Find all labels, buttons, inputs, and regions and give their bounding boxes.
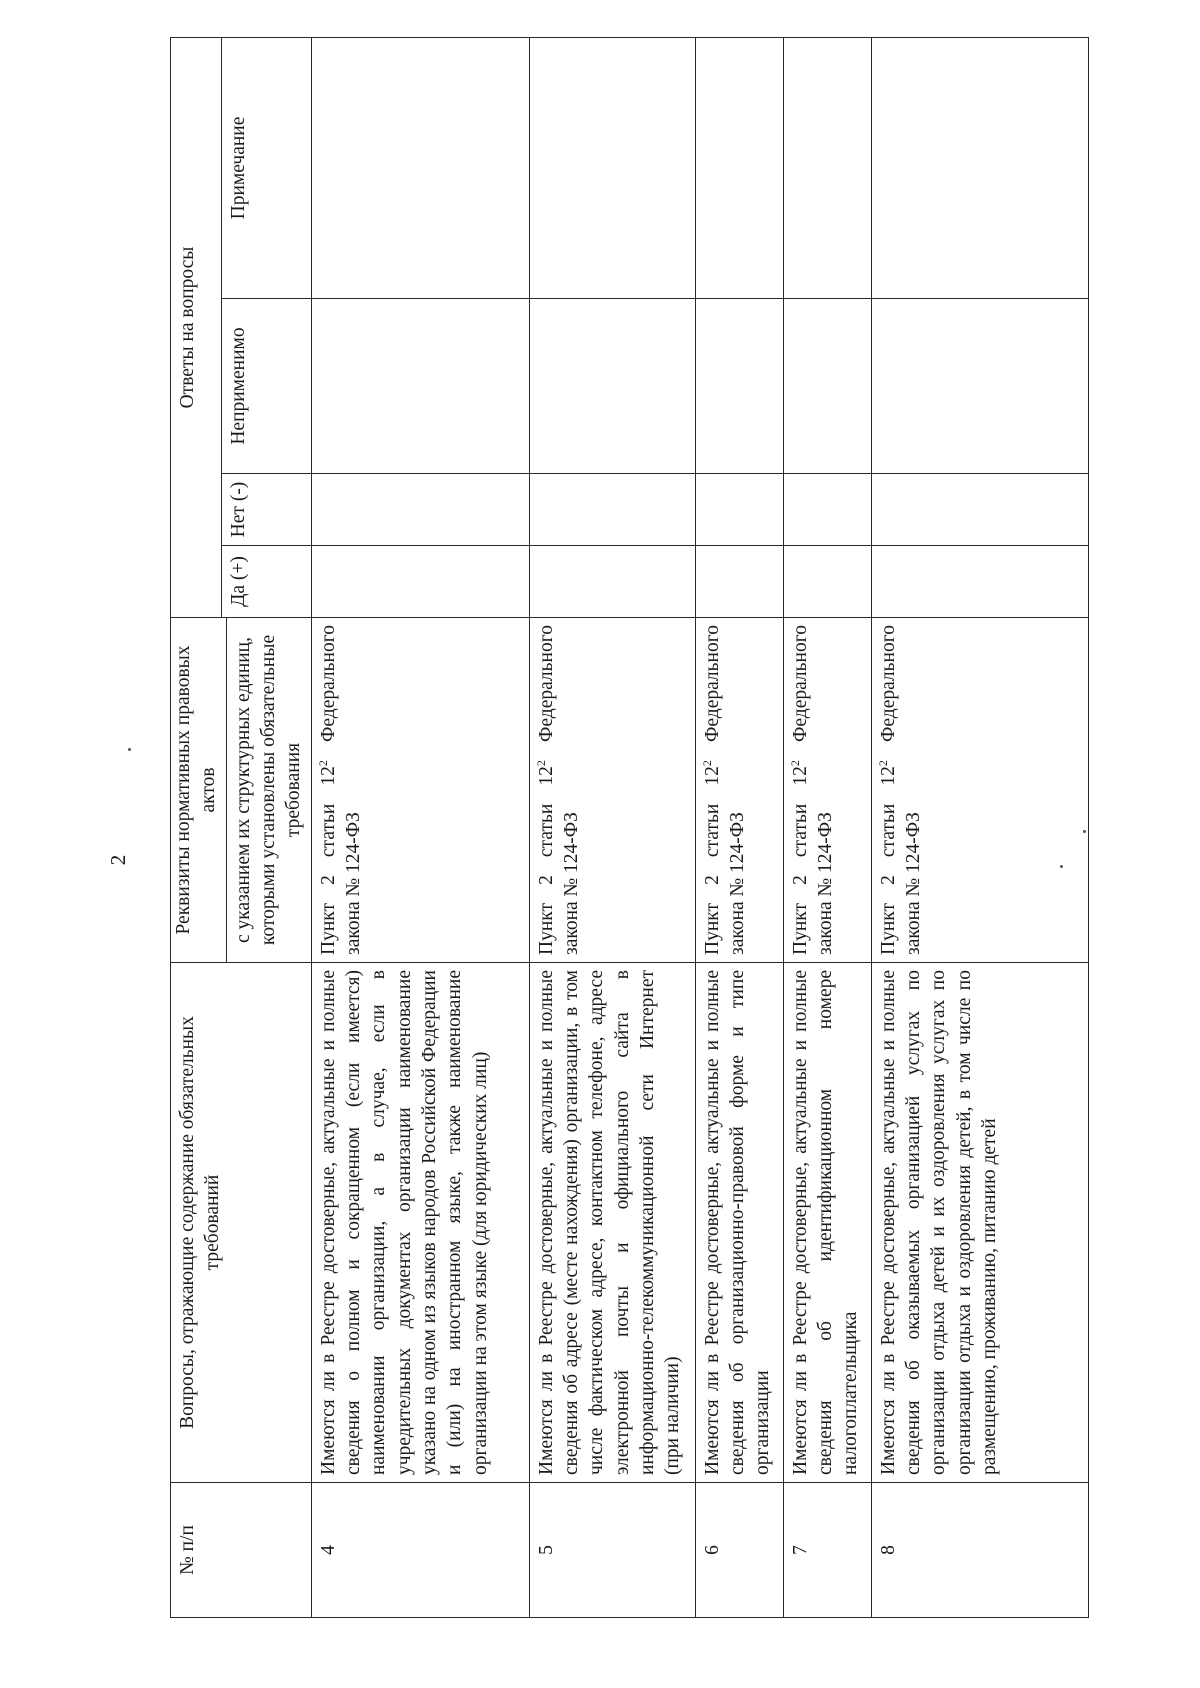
header-questions: Вопросы, отражающие содержание обязательных требований: [171, 963, 312, 1483]
row-num: 5: [529, 1483, 695, 1618]
row-requisite: Пункт 2 статьи $12^2$ Федерального закона № 124-ФЗ: [871, 618, 1088, 963]
row-requisite: Пункт 2 статьи $12^2$ Федерального закона № 124-ФЗ: [783, 618, 871, 963]
header-answers: Ответы на вопросы: [171, 37, 222, 617]
table-row: [695, 37, 783, 1617]
checklist-table: [170, 37, 1089, 1618]
header-note: Примечание: [221, 37, 311, 298]
row-requisite: Пункт 2 статьи $12^2$ Федерального закона № 124-ФЗ: [695, 618, 783, 963]
header-requisites-line2: с указанием их структурных единиц, которыми установлены обязательные требования: [232, 634, 305, 946]
row-num: 6: [695, 1483, 783, 1618]
answer-na-cell[interactable]: [311, 299, 529, 474]
row-num: 7: [783, 1483, 871, 1618]
answer-no-cell[interactable]: [529, 474, 695, 546]
answer-yes-cell[interactable]: [695, 546, 783, 618]
row-question: Имеются ли в Реестре достоверные, актуальные и полные сведения об идентификационном номере налогоплательщика: [783, 963, 871, 1483]
header-na: Неприменимо: [221, 299, 311, 474]
answer-yes-cell[interactable]: [871, 546, 1088, 618]
row-question: Имеются ли в Реестре достоверные, актуальные и полные сведения об организационно-правовой форме и типе организации: [695, 963, 783, 1483]
note-cell[interactable]: [529, 37, 695, 298]
note-cell[interactable]: [783, 37, 871, 298]
scan-speck: [1060, 865, 1063, 868]
header-row-1: [171, 37, 222, 1617]
page-number: 2: [106, 854, 130, 866]
note-cell[interactable]: [871, 37, 1088, 298]
answer-yes-cell[interactable]: [783, 546, 871, 618]
table-row: [783, 37, 871, 1617]
answer-na-cell[interactable]: [871, 299, 1088, 474]
row-num: 8: [871, 1483, 1088, 1618]
row-question: Имеются ли в Реестре достоверные, актуальные и полные сведения об оказываемых организацией услугах по организации отдыха детей и их оздоровления услугах по организации отдыха и оздоровления детей, в том числе по размещению, проживанию, питанию детей: [871, 963, 1088, 1483]
answer-no-cell[interactable]: [871, 474, 1088, 546]
answer-no-cell[interactable]: [311, 474, 529, 546]
header-no: Нет (-): [221, 474, 311, 546]
answer-yes-cell[interactable]: [529, 546, 695, 618]
row-question: Имеются ли в Реестре достоверные, актуальные и полные сведения об адресе (месте нахождения) организации, в том числе фактическом адресе, контактном телефоне, адресе электронной почты и официального сайта в информационно-телекоммуникационной сети Интернет (при наличии): [529, 963, 695, 1483]
row-num: 4: [311, 1483, 529, 1618]
row-requisite: Пункт 2 статьи $12^2$ Федерального закона № 124-ФЗ: [311, 618, 529, 963]
note-cell[interactable]: [695, 37, 783, 298]
table-row: [871, 37, 1088, 1617]
row-requisite: Пункт 2 статьи $12^2$ Федерального закона № 124-ФЗ: [529, 618, 695, 963]
rotated-table-container: [170, 38, 1075, 1618]
note-cell[interactable]: [311, 37, 529, 298]
answer-na-cell[interactable]: [529, 299, 695, 474]
header-requisites-line1: Реквизиты нормативных правовых актов: [171, 618, 227, 962]
header-num: № п/п: [171, 1483, 312, 1618]
answer-yes-cell[interactable]: [311, 546, 529, 618]
scan-speck: [1083, 830, 1086, 833]
table-row: [529, 37, 695, 1617]
header-requisites: [171, 618, 312, 963]
header-yes: Да (+): [221, 546, 311, 618]
answer-na-cell[interactable]: [783, 299, 871, 474]
table-row: [311, 37, 529, 1617]
row-question: Имеются ли в Реестре достоверные, актуальные и полные сведения о полном и сокращенном (если имеется) наименовании организации, а в случае, если в учредительных документах организации наименование указано на одном из языков народов Российской Федерации и (или) на иностранном языке, также наименование организации на этом языке (для юридических лиц): [311, 963, 529, 1483]
answer-no-cell[interactable]: [695, 474, 783, 546]
scan-speck: [128, 748, 131, 751]
answer-na-cell[interactable]: [695, 299, 783, 474]
answer-no-cell[interactable]: [783, 474, 871, 546]
